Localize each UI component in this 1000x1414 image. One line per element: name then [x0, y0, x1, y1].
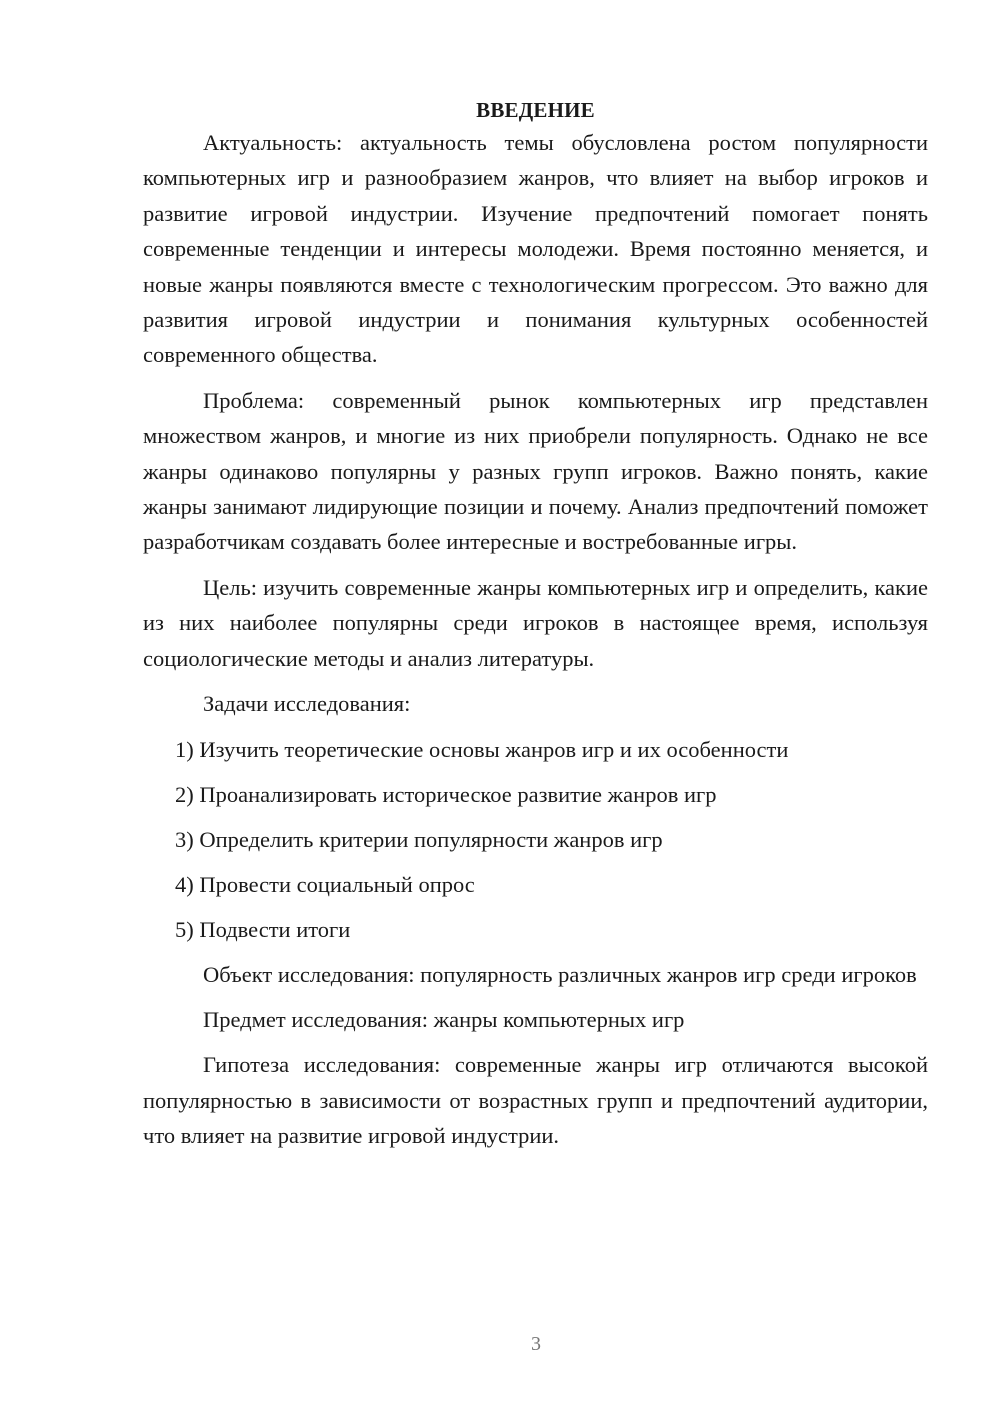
paragraph-hypothesis: Гипотеза исследования: современные жанры игр отличаются высокой популярностью в зависимости от возрастных групп и предпочтений аудитории, что влияет на развитие игровой индустрии. [143, 1052, 928, 1149]
page-title: ВВЕДЕНИЕ [476, 98, 595, 122]
list-item: 1) Изучить теоретические основы жанров игр и их особенности [175, 736, 789, 762]
paragraph-subject: Предмет исследования: жанры компьютерных игр [203, 1006, 685, 1032]
tasks-list [143, 732, 928, 947]
paragraph-relevance: Актуальность: актуальность темы обусловлена ростом популярности компьютерных игр и разнообразием жанров, что влияет на выбор игроков и развитие игровой индустрии. Изучение предпочтений помогает понять современные тенденции и интересы молодежи. Время постоянно меняется, и новые жанры появляются вместе с технологическим прогрессом. Это важно для развития игровой индустрии и понимания культурных особенностей современного общества. [143, 130, 928, 368]
list-item: 5) Подвести итоги [175, 916, 351, 942]
list-item: 2) Проанализировать историческое развитие жанров игр [175, 781, 717, 807]
paragraph-tasks-heading: Задачи исследования: [203, 691, 411, 717]
list-item: 4) Провести социальный опрос [175, 871, 475, 897]
list-item: 3) Определить критерии популярности жанров игр [175, 826, 663, 852]
paragraph-problem: Проблема: современный рынок компьютерных игр представлен множеством жанров, и многие из них приобрели популярность. Однако не все жанры одинаково популярны у разных групп игроков. Важно понять, какие жанры занимают лидирующие позиции и почему. Анализ предпочтений поможет разработчикам создавать более интересные и востребованные игры. [143, 387, 928, 555]
page-number: 3 [531, 1333, 541, 1355]
paragraph-goal: Цель: изучить современные жанры компьютерных игр и определить, какие из них наиболее популярны среди игроков в настоящее время, используя социологические методы и анализ литературы. [143, 574, 928, 671]
document-body [143, 95, 928, 1154]
paragraph-object: Объект исследования: популярность различных жанров игр среди игроков [203, 961, 917, 987]
